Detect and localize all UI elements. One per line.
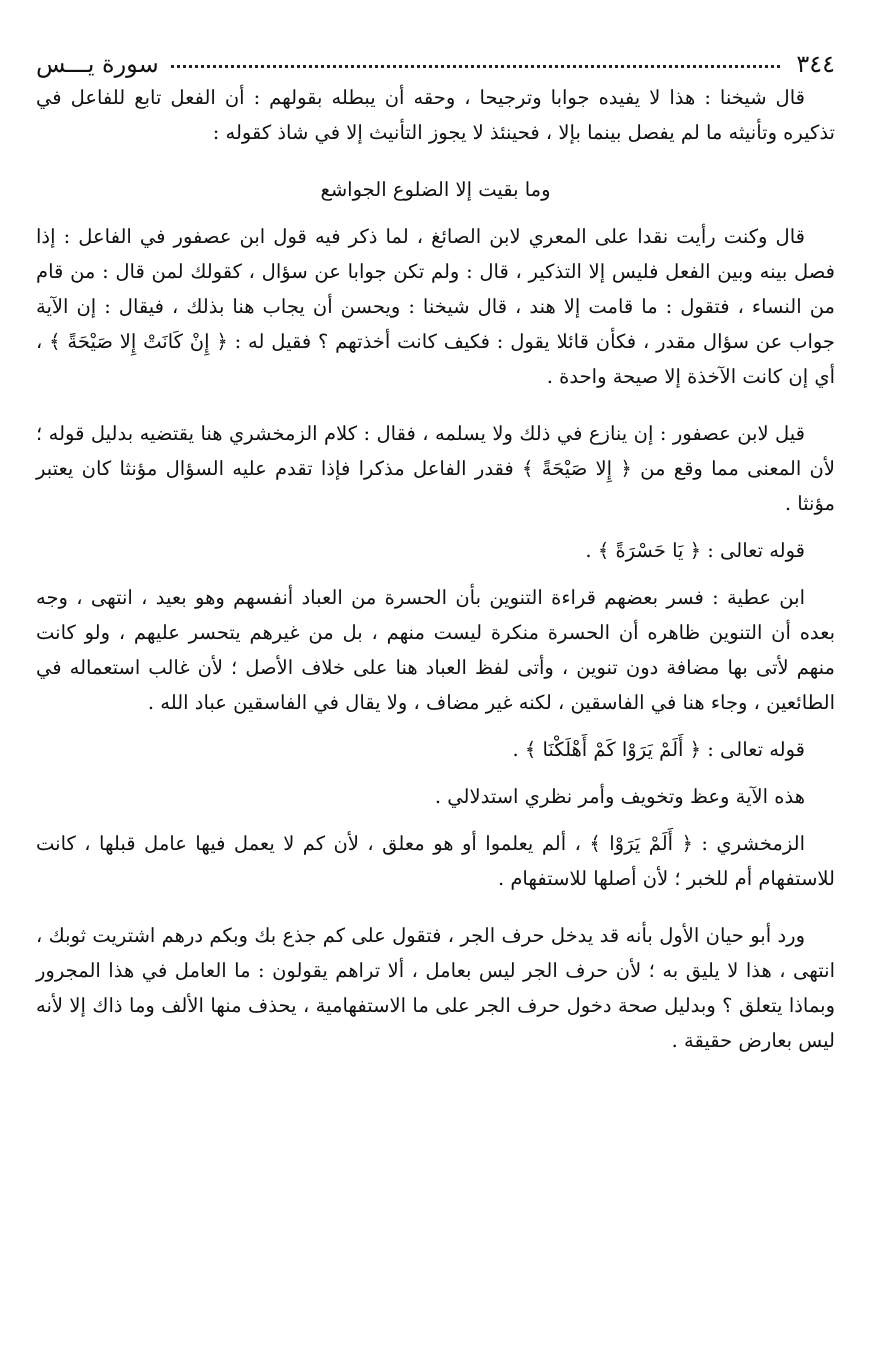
page-number: ٣٤٤ xyxy=(796,50,835,78)
paragraph-6: الزمخشري : ﴿ أَلَمْ يَرَوْا ﴾ ، ألم يعلموا أو هو معلق ، لأن كم لا يعمل فيها عامل قبلها ، كانت للاستفهام أم للخبر ؛ لأن أصلها للاستفهام . xyxy=(36,832,835,890)
verse-quote: وما بقيت إلا الضلوع الجواشع xyxy=(320,178,551,201)
page-header xyxy=(36,30,835,76)
paragraph-4: ابن عطية : فسر بعضهم قراءة التنوين بأن الحسرة من العباد أنفسهم وهو بعيد ، انتهى ، وجه بعده أن التنوين ظاهره أن الحسرة منكرة ليست منهم ، بل من غيرهم يتحسر عليهم ، ولو كانت منهم لأتى بها مضافة دون تنوين ، وأتى لفظ العباد هنا على خلاف الأصل ؛ لأن غالب استعماله في الطائعين ، وجاء هنا في الفاسقين ، لكنه غير مضاف ، ولا يقال في الفاسقين عباد الله . xyxy=(36,586,835,714)
quran-citation-1: قوله تعالى : ﴿ يَا حَسْرَةً ﴾ . xyxy=(585,539,805,562)
header-dotted-rule xyxy=(171,61,781,68)
surah-title: سورة يـــس xyxy=(36,50,159,78)
paragraph-3: قيل لابن عصفور : إن ينازع في ذلك ولا يسلمه ، فقال : كلام الزمخشري هنا يقتضيه بدليل قوله ؛ لأن المعنى مما وقع من ﴿ إِلا صَيْحَةً ﴾ فقدر الفاعل مذكرا فإذا تقدم عليه السؤال مؤنثا كان يعتبر مؤنثا . xyxy=(36,422,835,515)
paragraph-1: قال شيخنا : هذا لا يفيده جوابا وترجيحا ، وحقه أن يبطله بقولهم : أن الفعل تابع للفاعل في تذكيره وتأنيثه ما لم يفصل بينما بإلا ، فحينئذ لا يجوز التأنيث إلا في شاذ كقوله : xyxy=(36,86,835,144)
paragraph-2: قال وكنت رأيت نقدا على المعري لابن الصائغ ، لما ذكر فيه قول ابن عصفور في الفاعل : إذا فصل بينه وبين الفعل فليس إلا التذكير ، قال : ولم تكن جوابا عن سؤال ، كقولك لمن قال : من قام من النساء ، فتقول : ما قامت إلا هند ، قال شيخنا : ويحسن أن يجاب هنا بذلك ، فيقال : إن الآية جواب عن سؤال مقدر ، فكأن قائلا يقول : فكيف كانت أخذتهم ؟ فقيل له : ﴿ إِنْ كَانَتْ إِلا صَيْحَةً ﴾ ، أي إن كانت الآخذة إلا صيحة واحدة . xyxy=(36,225,835,388)
paragraph-5: هذه الآية وعظ وتخويف وأمر نظري استدلالي . xyxy=(434,785,805,808)
page xyxy=(36,30,835,1058)
quran-citation-2: قوله تعالى : ﴿ أَلَمْ يَرَوْا كَمْ أَهْلَكْنَا ﴾ . xyxy=(512,738,805,761)
paragraph-7: ورد أبو حيان الأول بأنه قد يدخل حرف الجر ، فتقول على كم جذع بك وبكم درهم اشتريت ثوبك ، انتهى ، هذا لا يليق به ؛ لأن حرف الجر ليس بعامل ، ألا تراهم يقولون : ما العامل في هذا المجرور وبماذا يتعلق ؟ وبدليل صحة دخول حرف الجر على ما الاستفهامية ، يحذف منها الألف وما ذاك إلا لأنه ليس بعارض حقيقة . xyxy=(36,924,835,1052)
